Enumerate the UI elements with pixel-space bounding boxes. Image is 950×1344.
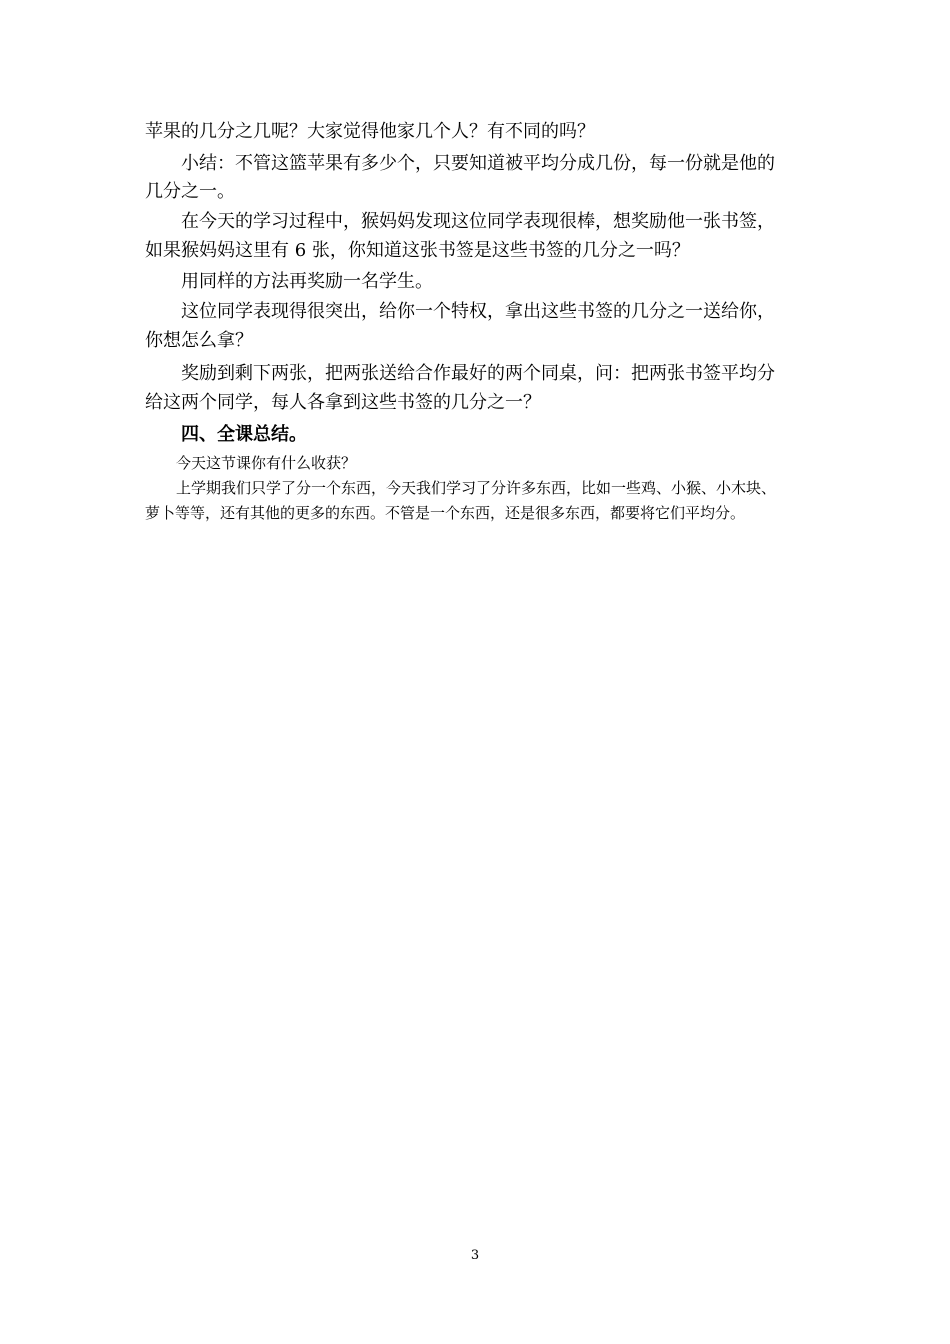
paragraph-line: 用同样的方法再奖励一名学生。 <box>181 271 433 292</box>
paragraph-line: 这位同学表现得很突出，给你一个特权，拿出这些书签的几分之一送给你， <box>181 301 775 322</box>
paragraph-line: 在今天的学习过程中，猴妈妈发现这位同学表现很棒，想奖励他一张书签， <box>181 211 775 232</box>
paragraph-line: 如果猴妈妈这里有 6 张，你知道这张书签是这些书签的几分之一吗？ <box>145 240 690 261</box>
paragraph-line: 奖励到剩下两张，把两张送给合作最好的两个同桌，问：把两张书签平均分 <box>181 363 775 384</box>
paragraph-line: 几分之一。 <box>145 181 235 202</box>
page-number: 3 <box>470 1248 480 1263</box>
summary-line: 今天这节课你有什么收获？ <box>176 454 357 472</box>
summary-line: 上学期我们只学了分一个东西，今天我们学习了分许多东西，比如一些鸡、小猴、小木块、 <box>176 479 777 497</box>
paragraph-line: 小结：不管这篮苹果有多少个，只要知道被平均分成几份，每一份就是他的 <box>181 153 775 174</box>
paragraph-line: 苹果的几分之几呢？大家觉得他家几个人？有不同的吗？ <box>145 121 595 142</box>
paragraph-line: 给这两个同学，每人各拿到这些书签的几分之一？ <box>145 392 541 413</box>
section-heading: 四、全课总结。 <box>181 424 307 445</box>
summary-line: 萝卜等等，还有其他的更多的东西。不管是一个东西，还是很多东西，都要将它们平均分。 <box>145 504 746 522</box>
paragraph-line: 你想怎么拿？ <box>145 330 253 351</box>
